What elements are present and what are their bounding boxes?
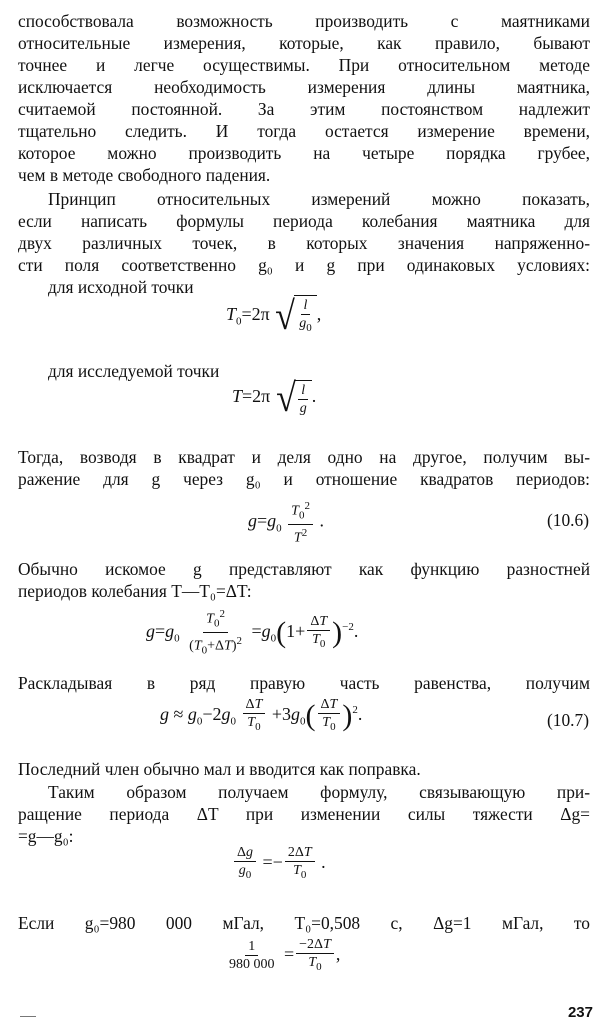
label-initial-point: для исходной точки — [48, 277, 194, 297]
text-line: если написать формулы периода колебания маятника для — [18, 211, 590, 231]
formula-numeric: $\frac{1}{980 000}$ = $\frac{-2\Delta T}{T_0}$ , — [229, 937, 341, 973]
text-line: Последний член обычно мал и вводится как поправка. — [18, 759, 421, 779]
text-line: исключается необходимость измерения длины маятника, — [18, 77, 590, 97]
formula-delta-g: $\frac{\Delta g}{g_0}$ =− $\frac{2\Delta T}{T_0}$ . — [232, 844, 326, 884]
label-studied-point: для исследуемой точки — [48, 361, 220, 381]
text-line: периодов колебания T—T₀=ΔT: — [18, 581, 252, 601]
text-line: тщательно следить. И тогда остается измерение времени, — [18, 121, 590, 141]
formula-period-studied: T=2π √ $\frac{l}{g}$ . — [232, 375, 317, 420]
text-line: точнее и легче осуществимы. При относительном методе — [18, 55, 590, 75]
page-number: 237 — [567, 1004, 593, 1021]
text-line: ражение для g через g₀ и отношение квадратов периодов: — [18, 469, 590, 489]
equation-number: (10.6) — [546, 510, 589, 530]
text-line: считаемой постоянной. За этим постоянством надлежит — [18, 99, 590, 119]
text-line: Тогда, возводя в квадрат и деля одно на другое, получим вы- — [18, 447, 590, 467]
text-line: ращение периода ΔT при изменении силы тяжести Δg= — [18, 804, 590, 824]
print-mark — [20, 1016, 36, 1017]
formula-10-6: $g=g_0$ $\frac{T_0^2}{T^2}$ . — [248, 500, 324, 547]
formula-g-expansion: $g=g_0$ $\frac{T_0^2}{(T_0+\Delta T)^2}$ $=g_0(1+$ $\frac{\Delta T}{T_0}$ )$^{-2}$. — [146, 608, 359, 657]
text-line: =g—g₀: — [18, 826, 74, 846]
text-line: чем в методе свободного падения. — [18, 165, 271, 185]
text-line: Если g₀=980 000 мГал, T₀=0,508 с, Δg=1 мГал, то — [18, 913, 590, 933]
text-line: двух различных точек, в которых значения напряженно- — [18, 233, 590, 253]
equation-number: (10.7) — [546, 710, 589, 730]
text-line: Обычно искомое g представляют как функцию разностней — [18, 559, 590, 579]
text-line: относительные измерения, которые, как правило, бывают — [18, 33, 590, 53]
text-line: сти поля соответственно g₀ и g при одинаковых условиях: — [18, 255, 590, 275]
text-line: которое можно производить на четыре порядка грубее, — [18, 143, 590, 163]
formula-period-initial: $T_0=2\pi$ √ $\frac{l}{g_0}$ , — [226, 292, 322, 338]
text-line: способствовала возможность производить с маятниками — [18, 11, 590, 31]
text-line: Принцип относительных измерений можно показать, — [48, 189, 590, 209]
formula-10-7: $g \approx g_0-2g_0$ $\frac{\Delta T}{T_0}$ $+3g_0$( $\frac{\Delta T}{T_0}$ )$^2$. — [160, 697, 363, 733]
text-line: Раскладывая в ряд правую часть равенства, получим — [18, 673, 590, 693]
text-line: Таким образом получаем формулу, связывающую при- — [48, 782, 590, 802]
